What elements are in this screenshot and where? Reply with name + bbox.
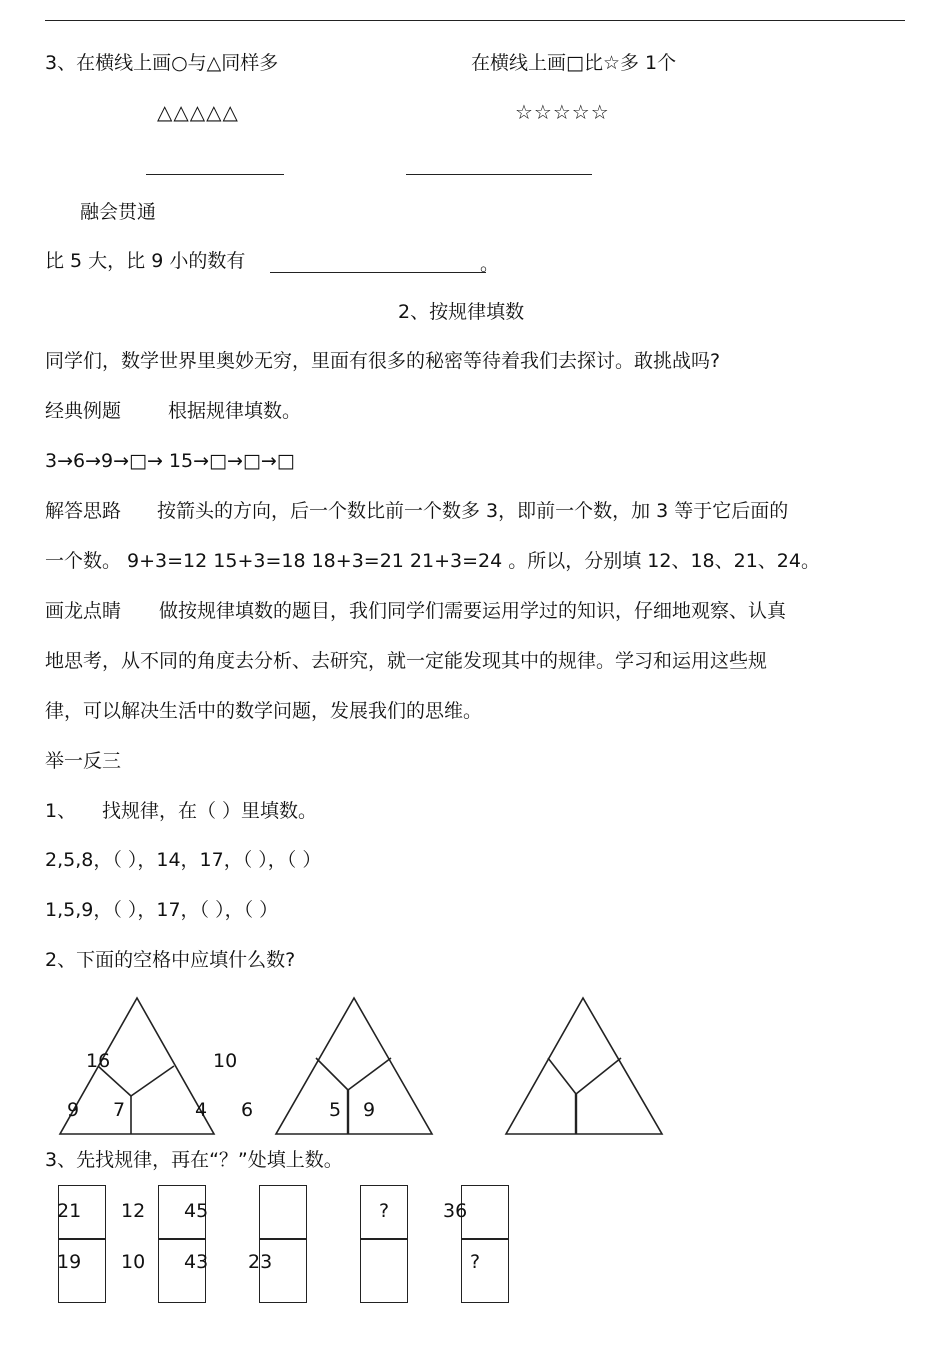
- triangle-3: [506, 998, 662, 1134]
- rong-hui-period: 。: [480, 253, 500, 275]
- q1-sequence-1: 2,5,8，（ ），14，17，（ ），（ ）: [45, 849, 322, 871]
- number-box-3[interactable]: [259, 1185, 307, 1303]
- tri1-top-left: 16: [86, 1050, 111, 1072]
- q3-text: 3、先找规律，再在“？”处填上数。: [45, 1149, 343, 1171]
- example-text: 根据规律填数。: [168, 400, 302, 422]
- triangle-1: [60, 998, 214, 1134]
- q3-left-instruction: 3、在横线上画○与△同样多: [45, 52, 279, 74]
- answer-line-squares[interactable]: [406, 174, 592, 175]
- tip-line-2: 地思考，从不同的角度去分析、去研究，就一定能发现其中的规律。学习和运用这些规: [45, 650, 768, 672]
- tri2-outside-left: 6: [241, 1099, 254, 1121]
- tip-label: 画龙点睛: [45, 600, 122, 622]
- answer-line-circles[interactable]: [146, 174, 284, 175]
- triangle-row: △△△△△: [157, 100, 239, 124]
- rong-hui-answer-line[interactable]: [270, 272, 486, 273]
- triangle-2: [276, 998, 432, 1134]
- tri1-bottom-right: 4: [195, 1099, 208, 1121]
- tri2-bottom-right: 9: [363, 1099, 376, 1121]
- top-rule: [45, 20, 905, 21]
- box5-bottom: ?: [470, 1251, 481, 1273]
- q1-label: 1、: [45, 800, 77, 822]
- tip-line-3: 律，可以解决生活中的数学问题，发展我们的思维。: [45, 700, 483, 722]
- rong-hui-title: 融会贯通: [80, 201, 157, 223]
- rong-hui-question: 比 5 大，比 9 小的数有: [45, 250, 246, 272]
- tri1-top-right: 10: [213, 1050, 238, 1072]
- box1-top: 21: [57, 1200, 82, 1222]
- section-title: 2、按规律填数: [398, 301, 525, 323]
- tri1-bottom-left: 9: [67, 1099, 80, 1121]
- solution-line-2: 一个数。 9+3=12 15+3=18 18+3=21 21+3=24 。所以，分别填 12、18、21、24。: [45, 550, 820, 572]
- box1-bottom: 19: [57, 1251, 82, 1273]
- box2-left-top: 12: [121, 1200, 146, 1222]
- star-row: ☆☆☆☆☆: [515, 100, 610, 124]
- q3-right-instruction: 在横线上画□比☆多 1个: [471, 52, 677, 74]
- q1-text: 找规律，在（ ）里填数。: [102, 800, 318, 822]
- solution-line-1: 按箭头的方向，后一个数比前一个数多 3，即前一个数，加 3 等于它后面的: [157, 500, 789, 522]
- example-sequence: 3→6→9→□→ 15→□→□→□: [45, 450, 295, 472]
- tri2-bottom-left: 5: [329, 1099, 342, 1121]
- q1-sequence-2: 1,5,9，（ ），17，（ ），（ ）: [45, 899, 279, 921]
- tip-line-1: 做按规律填数的题目，我们同学们需要运用学过的知识，仔细地观察、认真: [159, 600, 787, 622]
- box2-top: 45: [184, 1200, 209, 1222]
- example-label: 经典例题: [45, 400, 122, 422]
- solution-label: 解答思路: [45, 500, 122, 522]
- box3-left-bottom: 23: [248, 1251, 273, 1273]
- intro-text: 同学们，数学世界里奥妙无穷，里面有很多的秘密等待着我们去探讨。敢挑战吗?: [45, 350, 721, 372]
- box2-left-bottom: 10: [121, 1251, 146, 1273]
- box2-bottom: 43: [184, 1251, 209, 1273]
- box5-left-top: 36: [443, 1200, 468, 1222]
- box4-top: ?: [379, 1200, 390, 1222]
- q2-text: 2、下面的空格中应填什么数?: [45, 949, 296, 971]
- tri1-bottom-mid: 7: [113, 1099, 126, 1121]
- number-box-5[interactable]: [461, 1185, 509, 1303]
- practice-title: 举一反三: [45, 750, 122, 772]
